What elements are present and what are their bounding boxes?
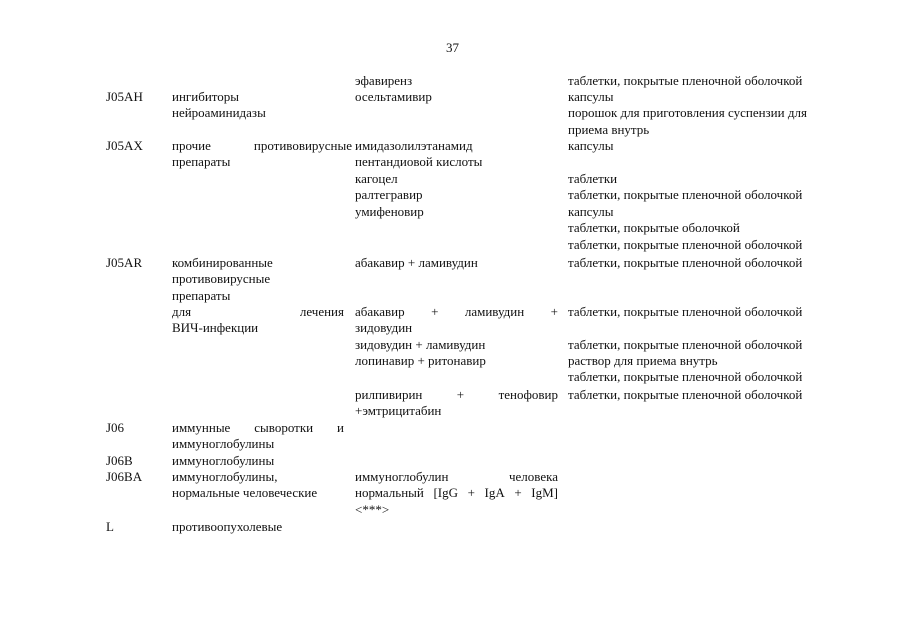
group-name: комбинированные (172, 255, 273, 270)
dosage-form: таблетки, покрытые пленочной оболочкой (568, 73, 803, 88)
dosage-form: таблетки, покрытые пленочной оболочкой (568, 187, 803, 202)
dosage-form: капсулы (568, 204, 614, 219)
drug-name: пентандиовой кислоты (355, 154, 483, 170)
drug-name: умифеновир (355, 204, 424, 219)
drug-name: абакавир + ламивудин + (355, 304, 558, 319)
drug-name: рилпивирин + тенофовир (355, 387, 558, 402)
group-name: иммунные сыворотки и (172, 420, 344, 435)
group-name: иммуноглобулины, (172, 469, 278, 484)
drug-name: зидовудин + ламивудин (355, 337, 486, 352)
drug-name: лопинавир + ритонавир (355, 353, 486, 368)
group-name: иммуноглобулины (172, 453, 275, 468)
drug-name: зидовудин (355, 320, 413, 336)
dosage-form: таблетки, покрытые пленочной оболочкой (568, 387, 803, 402)
dosage-form: порошок для приготовления суспензии для (568, 105, 807, 121)
dosage-form: таблетки, покрытые пленочной оболочкой (568, 337, 803, 352)
drug-name: ралтегравир (355, 187, 423, 202)
group-name: ВИЧ-инфекции (172, 320, 259, 336)
atc-code: L (106, 519, 114, 534)
drug-name: абакавир + ламивудин (355, 255, 478, 270)
dosage-form: таблетки, покрытые пленочной оболочкой (568, 236, 803, 252)
atc-code: J05AX (106, 138, 143, 153)
dosage-form: капсулы (568, 138, 614, 153)
dosage-form: таблетки (568, 171, 618, 186)
group-name: нормальные человеческие (172, 485, 318, 501)
atc-code: J06 (106, 420, 125, 435)
group-name: противоопухолевые (172, 519, 283, 534)
group-name: противовирусные (172, 271, 271, 287)
drug-name: осельтамивир (355, 89, 432, 104)
drug-name: кагоцел (355, 171, 398, 186)
group-name: иммуноглобулины (172, 436, 275, 452)
group-name: для лечения (172, 304, 344, 319)
group-name: препараты (172, 154, 231, 170)
drug-name: имидазолилэтанамид (355, 138, 473, 153)
drug-name: иммуноглобулин человека (355, 469, 558, 484)
dosage-form: таблетки, покрытые пленочной оболочкой (568, 255, 803, 270)
atc-code: J06BA (106, 469, 143, 484)
dosage-form: таблетки, покрытые пленочной оболочкой (568, 369, 803, 385)
group-name: нейроаминидазы (172, 105, 266, 121)
group-name: ингибиторы (172, 89, 240, 104)
dosage-form: приема внутрь (568, 121, 650, 137)
dosage-form: раствор для приема внутрь (568, 353, 718, 368)
atc-code: J05AR (106, 255, 143, 270)
drug-name: <***> (355, 501, 390, 517)
drug-name: эфавиренз (355, 73, 413, 88)
page-number: 37 (446, 40, 459, 55)
drug-name: +эмтрицитабин (355, 403, 442, 419)
atc-code: J06B (106, 453, 133, 468)
dosage-form: капсулы (568, 89, 614, 104)
group-name: прочие противовирусные (172, 138, 352, 153)
dosage-form: таблетки, покрытые пленочной оболочкой (568, 304, 803, 319)
atc-code: J05AH (106, 89, 143, 104)
group-name: препараты (172, 287, 231, 303)
drug-name: нормальный [IgG + IgA + IgM] (355, 485, 558, 501)
dosage-form: таблетки, покрытые оболочкой (568, 220, 740, 236)
